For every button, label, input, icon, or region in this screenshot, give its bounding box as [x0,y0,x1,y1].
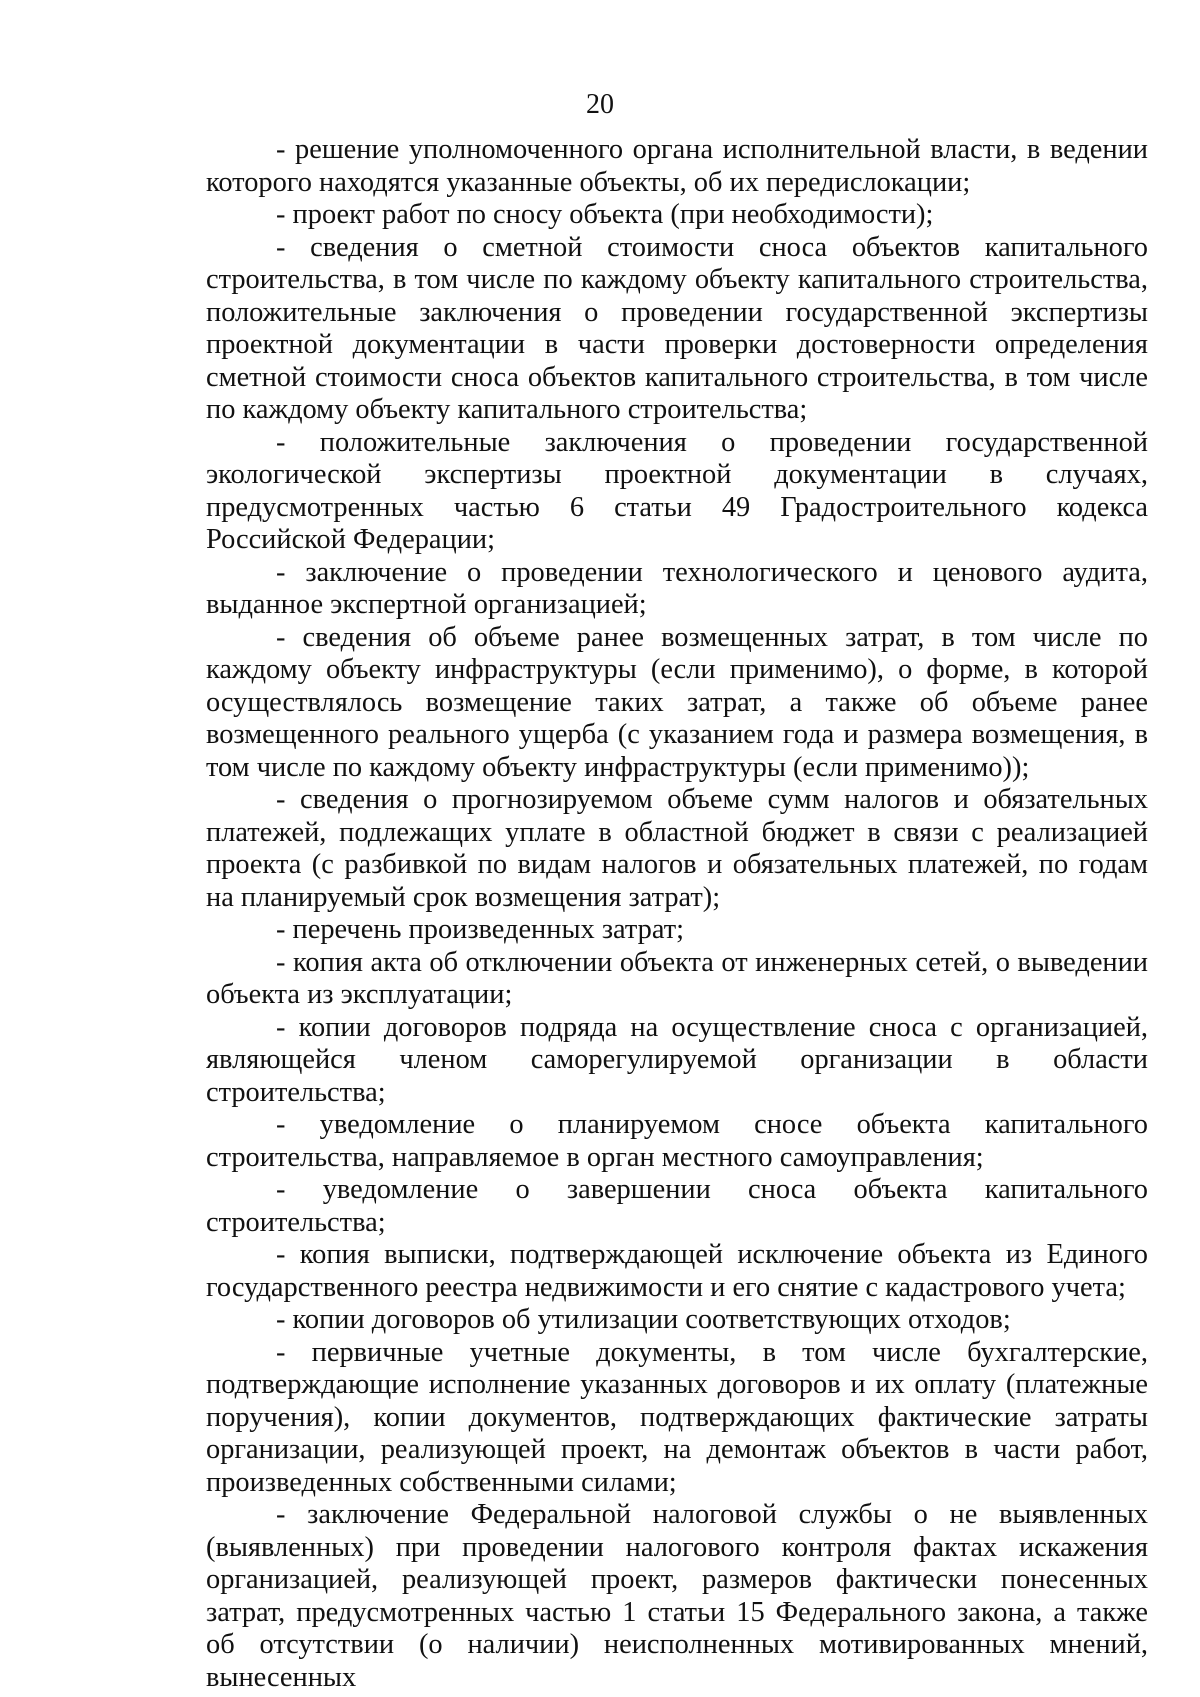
paragraph: - решение уполномоченного органа исполнительной власти, в ведении которого находятся указанные объекты, об их передислокации; [206,134,1148,198]
paragraph: - уведомление о планируемом сносе объекта капитального строительства, направляемое в орган местного самоуправления; [206,1109,1148,1173]
paragraph: - сведения о прогнозируемом объеме сумм налогов и обязательных платежей, подлежащих уплате в областной бюджет в связи с реализацией проекта (с разбивкой по видам налогов и обязательных платежей, по годам на планируемый срок возмещения затрат); [206,784,1148,913]
paragraph: - копии договоров подряда на осуществление сноса с организацией, являющейся членом саморегулируемой организации в области строительства; [206,1011,1148,1108]
paragraph: - положительные заключения о проведении государственной экологической экспертизы проектной документации в случаях, предусмотренных частью 6 статьи 49 Градостроительного кодекса Российской Федерации; [206,426,1148,555]
paragraph: - уведомление о завершении сноса объекта капитального строительства; [206,1174,1148,1238]
document-body [206,134,1148,1694]
paragraph: - проект работ по сносу объекта (при необходимости); [276,199,934,230]
paragraph: - заключение о проведении технологического и ценового аудита, выданное экспертной организацией; [206,556,1148,620]
paragraph: - заключение Федеральной налоговой службы о не выявленных (выявленных) при проведении налогового контроля фактах искажения организацией, реализующей проект, размеров фактически понесенных затрат, предусмотренных частью 1 статьи 15 Федерального закона, а также об отсутствии (о наличии) неисполненных мотивированных мнений, вынесенных [206,1499,1148,1693]
paragraph: - копии договоров об утилизации соответствующих отходов; [276,1304,1011,1335]
paragraph: - перечень произведенных затрат; [276,914,685,945]
paragraph: - копия выписки, подтверждающей исключение объекта из Единого государственного реестра недвижимости и его снятие с кадастрового учета; [206,1239,1148,1303]
paragraph: - первичные учетные документы, в том числе бухгалтерские, подтверждающие исполнение указанных договоров и их оплату (платежные поручения), копии документов, подтверждающих фактические затраты организации, реализующей проект, на демонтаж объектов в части работ, произведенных собственными силами; [206,1336,1148,1498]
paragraph: - сведения о сметной стоимости сноса объектов капитального строительства, в том числе по каждому объекту капитального строительства, положительные заключения о проведении государственной экспертизы проектной документации в части проверки достоверности определения сметной стоимости сноса объектов капитального строительства, в том числе по каждому объекту капитального строительства; [206,231,1148,425]
paragraph: - копия акта об отключении объекта от инженерных сетей, о выведении объекта из эксплуатации; [206,946,1148,1010]
paragraph: - сведения об объеме ранее возмещенных затрат, в том числе по каждому объекту инфраструктуры (если применимо), о форме, в которой осуществлялось возмещение таких затрат, а также об объеме ранее возмещенного реального ущерба (с указанием года и размера возмещения, в том числе по каждому объекту инфраструктуры (если применимо)); [206,621,1148,783]
page-number: 20 [586,89,614,120]
